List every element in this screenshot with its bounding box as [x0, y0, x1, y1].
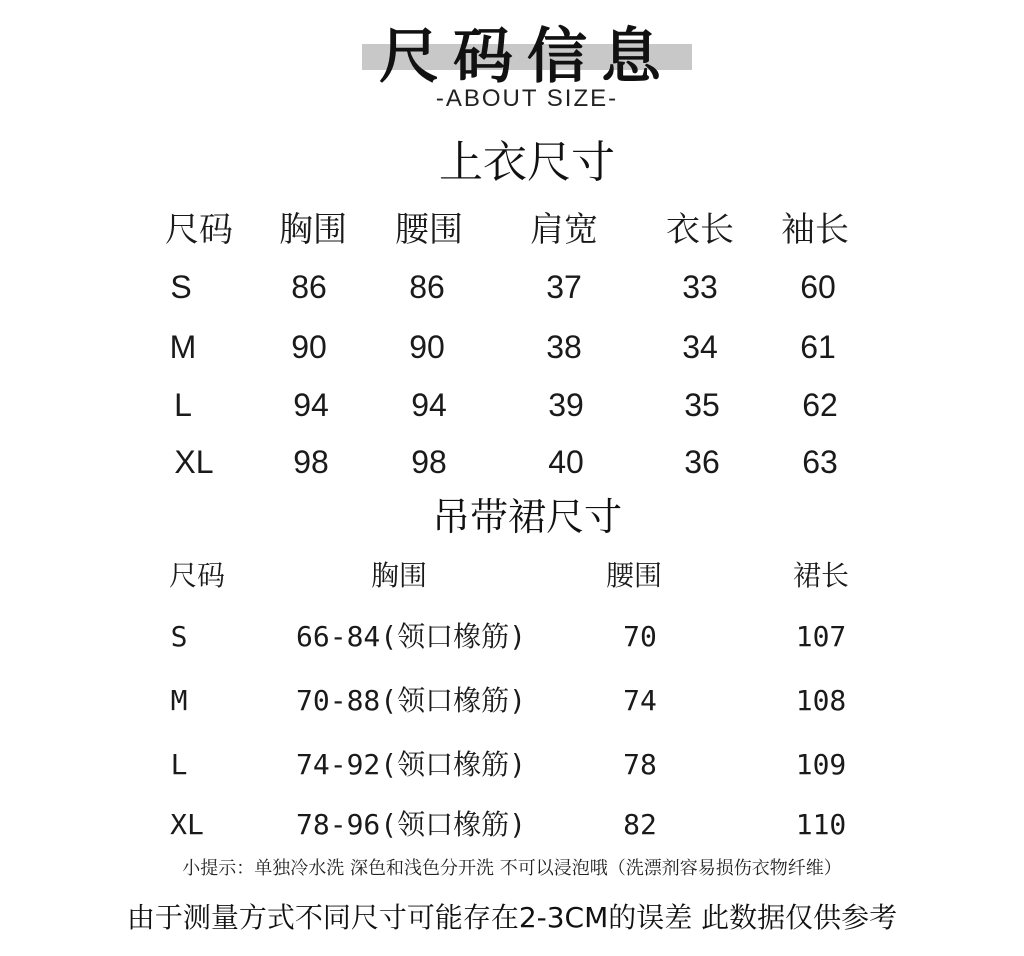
dress-cell-length: 108 — [795, 684, 847, 717]
measurement-disclaimer: 由于测量方式不同尺寸可能存在2-3CM的误差 此数据仅供参考 — [126, 901, 898, 934]
top-cell-shoulder: 39 — [548, 387, 584, 423]
dress-cell-waist: 82 — [623, 808, 657, 841]
top-cell-size: M — [169, 329, 197, 365]
top-cell-length: 34 — [682, 329, 718, 365]
dress-cell-waist: 74 — [623, 684, 657, 717]
top-size-section-title: 上衣尺寸 — [439, 137, 615, 188]
top-cell-size: L — [174, 387, 192, 423]
top-header-chest: 胸围 — [279, 210, 347, 250]
washing-tip: 小提示：单独冷水洗 深色和浅色分开洗 不可以浸泡哦（洗漂剂容易损伤衣物纤维） — [182, 858, 842, 879]
dress-size-section-title: 吊带裙尺寸 — [431, 495, 622, 539]
top-cell-shoulder: 40 — [548, 444, 584, 480]
top-cell-waist: 98 — [411, 444, 447, 480]
dress-cell-length: 107 — [795, 620, 847, 653]
top-cell-length: 36 — [684, 444, 720, 480]
top-cell-waist: 94 — [411, 387, 447, 423]
dress-cell-chest: 70-88(领口橡筋) — [295, 684, 527, 717]
top-header-size: 尺码 — [165, 210, 233, 250]
dress-cell-length: 109 — [795, 748, 847, 781]
top-cell-sleeve: 60 — [800, 269, 836, 305]
top-cell-length: 35 — [684, 387, 720, 423]
top-cell-sleeve: 62 — [802, 387, 838, 423]
dress-header-size: 尺码 — [168, 559, 226, 592]
dress-cell-size: L — [170, 748, 188, 781]
top-header-length: 衣长 — [666, 210, 734, 250]
top-cell-chest: 90 — [291, 329, 327, 365]
dress-header-length: 裙长 — [792, 559, 850, 592]
top-cell-shoulder: 38 — [546, 329, 582, 365]
page-subtitle: -ABOUT SIZE- — [435, 85, 619, 112]
top-cell-length: 33 — [682, 269, 718, 305]
dress-cell-size: M — [170, 684, 188, 717]
dress-cell-size: S — [170, 620, 188, 653]
dress-cell-waist: 70 — [623, 620, 657, 653]
top-cell-chest: 94 — [293, 387, 329, 423]
top-cell-waist: 86 — [409, 269, 445, 305]
dress-header-waist: 腰围 — [605, 559, 663, 592]
top-cell-sleeve: 63 — [802, 444, 838, 480]
dress-cell-waist: 78 — [623, 748, 657, 781]
dress-cell-chest: 78-96(领口橡筋) — [295, 808, 527, 841]
dress-cell-size: XL — [170, 808, 204, 841]
top-cell-sleeve: 61 — [800, 329, 836, 365]
dress-cell-chest: 74-92(领口橡筋) — [295, 748, 527, 781]
dress-cell-length: 110 — [795, 808, 847, 841]
top-cell-size: S — [170, 269, 192, 305]
dress-cell-chest: 66-84(领口橡筋) — [295, 620, 527, 653]
top-header-shoulder: 肩宽 — [530, 210, 598, 250]
top-cell-chest: 86 — [291, 269, 327, 305]
top-cell-size: XL — [174, 444, 214, 480]
top-cell-chest: 98 — [293, 444, 329, 480]
top-cell-waist: 90 — [409, 329, 445, 365]
dress-header-chest: 胸围 — [370, 559, 428, 592]
top-header-sleeve: 袖长 — [781, 210, 849, 250]
page-title: 尺码信息 — [379, 22, 675, 92]
top-header-waist: 腰围 — [395, 210, 463, 250]
top-cell-shoulder: 37 — [546, 269, 582, 305]
